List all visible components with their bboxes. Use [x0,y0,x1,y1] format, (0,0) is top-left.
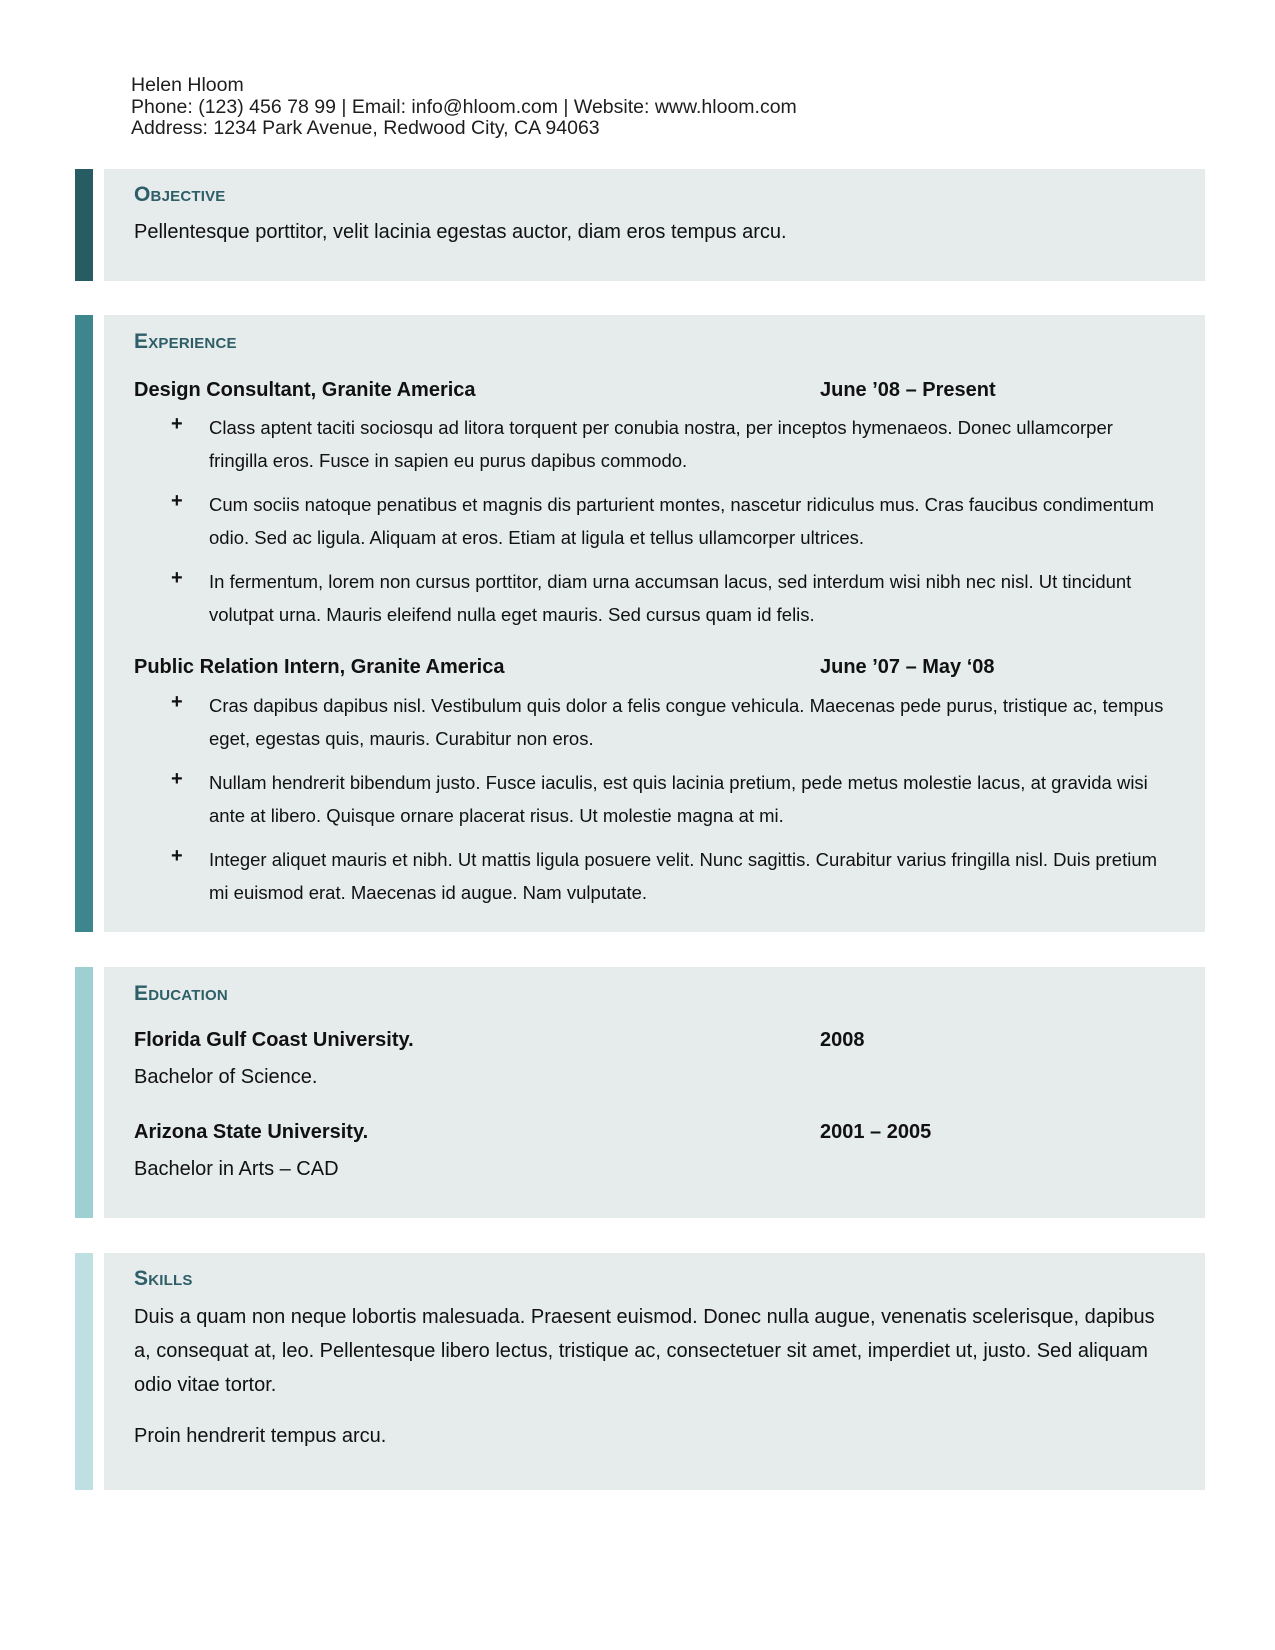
job-title: Public Relation Intern, Granite America [134,656,505,678]
school-name: Florida Gulf Coast University. [134,1029,414,1051]
job-title: Design Consultant, Granite America [134,379,476,401]
education-section [75,967,1205,1218]
skills-paragraph: Proin hendrerit tempus arcu. [134,1425,387,1447]
skills-accent-bar [75,1253,93,1490]
experience-heading: Experience [134,330,237,353]
job-date: June ’08 – Present [820,379,996,401]
contact-line: Phone: (123) 456 78 99 | Email: info@hloom.com | Website: www.hloom.com [131,95,797,118]
bullet-plus-icon: + [171,567,183,589]
bullet-text: Cras dapibus dapibus nisl. Vestibulum quis dolor a felis congue vehicula. Maecenas pede purus, tristique ac, tempus eget, egestas quis, mauris. Curabitur non eros. [209,695,1164,749]
skills-paragraph: Duis a quam non neque lobortis malesuada. Praesent euismod. Donec nulla augue, venenatis scelerisque, dapibus a, consequat at, leo. Pellentesque libero lectus, tristique ac, consectetuer sit amet, imperdiet ut, justo. Sed aliquam odio vitae tortor. [134,1306,1155,1396]
experience-accent-bar [75,315,93,932]
address-line: Address: 1234 Park Avenue, Redwood City, CA 94063 [131,117,600,139]
bullet-text: Nullam hendrerit bibendum justo. Fusce iaculis, est quis lacinia pretium, pede metus molestie lacus, at gravida wisi ante at libero. Quisque ornare placerat risus. Ut molestie magna at mi. [209,772,1148,826]
skills-heading: Skills [134,1267,193,1290]
objective-accent-bar [75,169,93,281]
education-accent-bar [75,967,93,1218]
degree-text: Bachelor in Arts – CAD [134,1158,339,1180]
bullet-plus-icon: + [171,845,183,867]
bullet-plus-icon: + [171,413,183,435]
objective-text: Pellentesque porttitor, velit lacinia egestas auctor, diam eros tempus arcu. [134,221,787,243]
objective-heading: Objective [134,183,226,206]
school-date: 2008 [820,1029,865,1051]
bullet-plus-icon: + [171,691,183,713]
bullet-text: In fermentum, lorem non cursus porttitor, diam urna accumsan lacus, sed interdum wisi nibh nec nisl. Ut tincidunt volutpat urna. Mauris eleifend nulla eget mauris. Sed cursus quam id felis. [209,571,1132,625]
objective-section [75,169,1205,281]
bullet-text: Cum sociis natoque penatibus et magnis dis parturient montes, nascetur ridiculus mus. Cras faucibus condimentum odio. Sed ac ligula. Aliquam at eros. Etiam at ligula et tellus ullamcorper ultrices. [209,494,1154,548]
bullet-text: Integer aliquet mauris et nibh. Ut mattis ligula posuere velit. Nunc sagittis. Curabitur varius fringilla nisl. Duis pretium mi euismod erat. Maecenas id augue. Nam vulputate. [209,849,1158,903]
person-name: Helen Hloom [131,74,244,96]
bullet-text: Class aptent taciti sociosqu ad litora torquent per conubia nostra, per inceptos hymenaeos. Donec ullamcorper fringilla eros. Fusce in sapien eu purus dapibus commodo. [209,417,1113,471]
contact-header [131,75,797,140]
bullet-plus-icon: + [171,490,183,512]
skills-section [75,1253,1205,1490]
degree-text: Bachelor of Science. [134,1066,318,1088]
education-heading: Education [134,982,228,1005]
school-name: Arizona State University. [134,1121,369,1143]
job-date: June ’07 – May ‘08 [820,656,995,678]
school-date: 2001 – 2005 [820,1121,932,1143]
experience-section [75,315,1205,932]
bullet-plus-icon: + [171,768,183,790]
